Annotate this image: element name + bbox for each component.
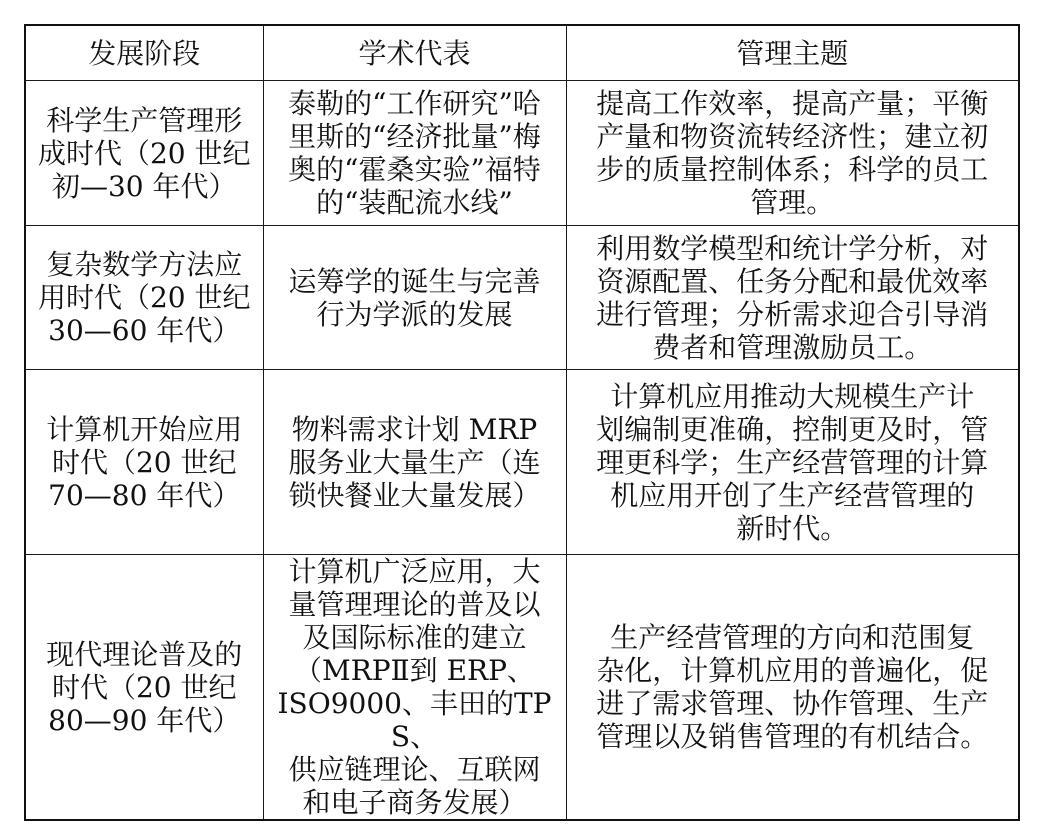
header-stage: 发展阶段 — [25, 25, 263, 81]
table-row — [25, 555, 1019, 821]
table-row — [25, 226, 1019, 370]
header-representatives: 学术代表 — [263, 25, 566, 81]
table-body — [25, 81, 1019, 821]
table-header — [25, 25, 1019, 81]
representatives-cell: 计算机广泛应用，大 量管理理论的普及以 及国际标准的建立 （MRPⅡ到 ERP、 ISO9000、丰田的TPS、 供应链理论、互联网 和电子商务发展） — [263, 555, 566, 821]
stage-cell: 科学生产管理形 成时代（20 世纪 初—30 年代） — [25, 81, 263, 226]
representatives-cell: 运筹学的诞生与完善 行为学派的发展 — [263, 226, 566, 370]
theme-cell: 利用数学模型和统计学分析，对 资源配置、任务分配和最优效率 进行管理；分析需求迎合引导消 费者和管理激励员工。 — [566, 226, 1019, 370]
development-table-container — [24, 24, 1018, 821]
table-row — [25, 370, 1019, 555]
development-stages-table — [24, 24, 1020, 821]
theme-cell: 生产经营管理的方向和范围复 杂化，计算机应用的普遍化，促 进了需求管理、协作管理、生产 管理以及销售管理的有机结合。 — [566, 555, 1019, 821]
theme-cell: 计算机应用推动大规模生产计 划编制更准确，控制更及时，管 理更科学；生产经营管理的计算 机应用开创了生产经营管理的 新时代。 — [566, 370, 1019, 555]
representatives-cell: 泰勒的“工作研究”哈 里斯的“经济批量”梅 奥的“霍桑实验”福特 的“装配流水线” — [263, 81, 566, 226]
header-theme: 管理主题 — [566, 25, 1019, 81]
stage-cell: 复杂数学方法应 用时代（20 世纪 30—60 年代） — [25, 226, 263, 370]
table-row — [25, 81, 1019, 226]
theme-cell: 提高工作效率，提高产量；平衡 产量和物资流转经济性；建立初 步的质量控制体系；科学的员工 管理。 — [566, 81, 1019, 226]
representatives-cell: 物料需求计划 MRP 服务业大量生产（连 锁快餐业大量发展） — [263, 370, 566, 555]
stage-cell: 计算机开始应用 时代（20 世纪 70—80 年代） — [25, 370, 263, 555]
header-row — [25, 25, 1019, 81]
stage-cell: 现代理论普及的 时代（20 世纪 80—90 年代） — [25, 555, 263, 821]
